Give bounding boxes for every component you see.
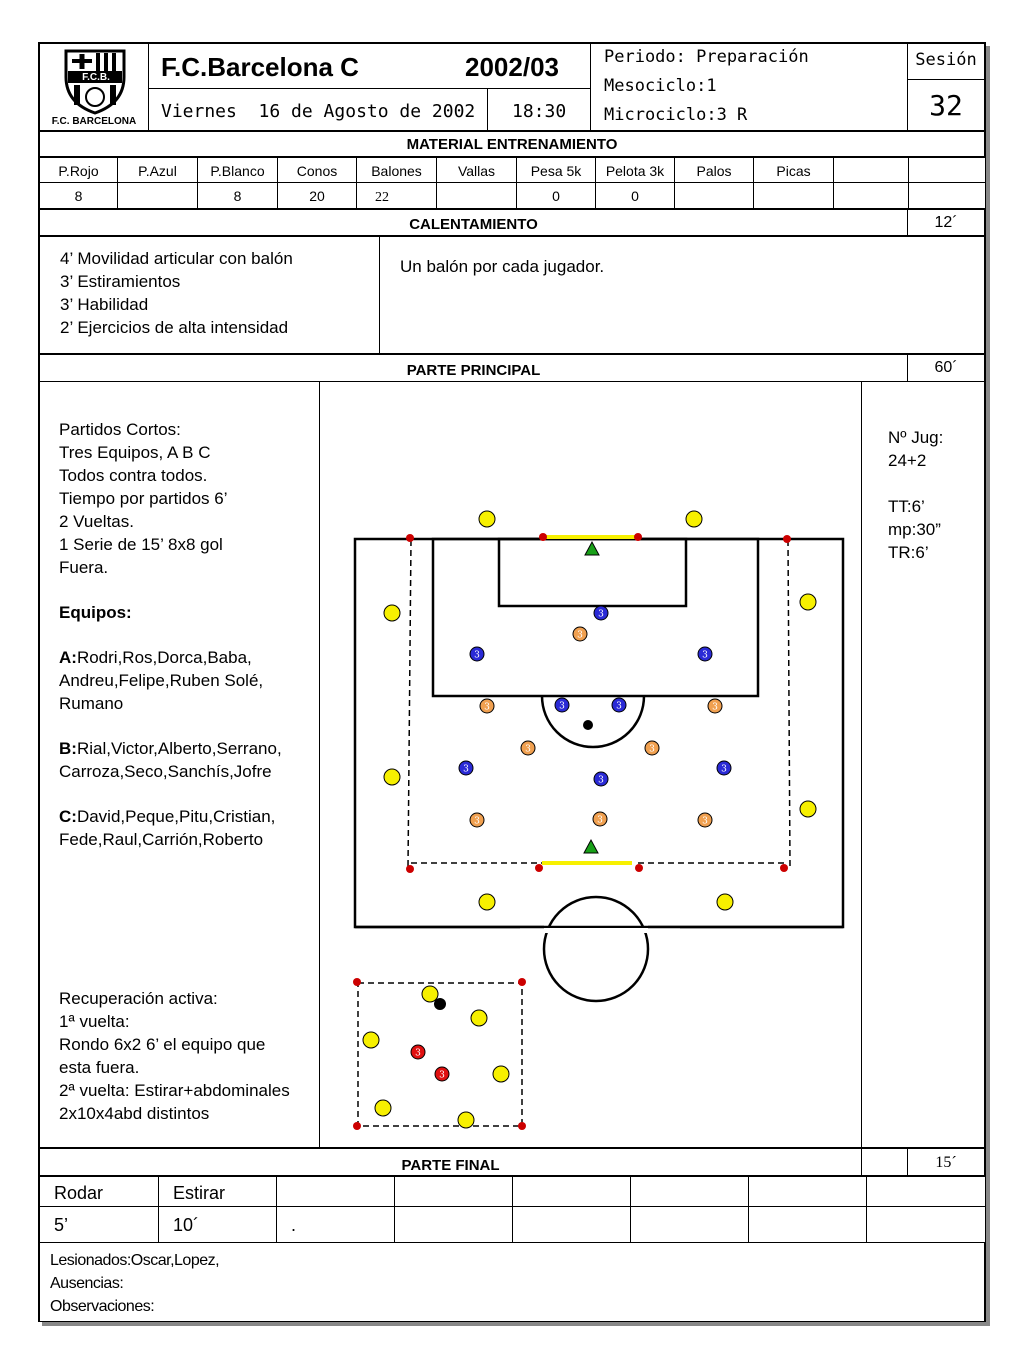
yellow-player-marker xyxy=(375,1100,391,1116)
sesion-number: 32 xyxy=(929,89,963,122)
final-row2-cell xyxy=(394,1206,513,1243)
cone-marker xyxy=(783,535,791,543)
calentamiento-item: 3’ Habilidad xyxy=(60,295,149,314)
team-a-line xyxy=(59,646,321,669)
final-row2-cell xyxy=(866,1206,986,1243)
microciclo: Microciclo:3 R xyxy=(604,105,748,125)
material-value-cell xyxy=(908,182,986,209)
final-row1-cell xyxy=(630,1176,749,1207)
goalkeeper-marker xyxy=(585,542,599,555)
boundary-dashes xyxy=(358,540,790,1126)
cone-marker xyxy=(635,864,643,872)
material-header: Pelota 3k xyxy=(605,163,665,179)
calentamiento-duration: 12´ xyxy=(934,214,958,231)
final-row2-cell xyxy=(39,1206,159,1243)
calentamiento-note-cell xyxy=(379,236,985,354)
material-value: 22 xyxy=(375,190,389,205)
material-value: 0 xyxy=(631,188,639,204)
material-value-cell xyxy=(516,182,596,209)
material-value-cell xyxy=(674,182,754,209)
principal-text-cell xyxy=(39,381,320,1148)
sesion-number-cell xyxy=(907,79,985,131)
club-name: F.C.Barcelona C xyxy=(161,52,359,82)
material-value-cell xyxy=(595,182,675,209)
cone-marker xyxy=(518,978,526,986)
season: 2002/03 xyxy=(465,52,559,82)
recuperacion-line: 2x10x4abd distintos xyxy=(59,1104,210,1123)
pitch-diagram-cell xyxy=(319,381,862,1148)
cone-marker xyxy=(535,864,543,872)
material-header-cell xyxy=(908,157,986,183)
session-date: Viernes 16 de Agosto de 2002 xyxy=(161,101,476,122)
red-player-marker-label: 3 xyxy=(415,1048,421,1059)
final-row2-cell xyxy=(630,1206,749,1243)
club-caption: F.C. BARCELONA xyxy=(51,116,137,127)
calentamiento-item: 3’ Estiramientos xyxy=(60,272,181,291)
calentamiento-item: 4’ Movilidad articular con balón xyxy=(60,249,293,268)
orange-player-marker-label: 3 xyxy=(525,744,531,755)
orange-player-marker-label: 3 xyxy=(597,815,603,826)
yellow-player-marker xyxy=(479,511,495,527)
principal-line: 2 Vueltas. xyxy=(59,512,134,531)
material-header: Pesa 5k xyxy=(530,163,582,179)
side-note: Nº Jug: xyxy=(888,428,944,447)
final-row2-value: 5’ xyxy=(54,1215,69,1235)
cone-marker xyxy=(634,533,642,541)
principal-line: Tres Equipos, A B C xyxy=(59,443,211,462)
calentamiento-title: CALENTAMIENTO xyxy=(39,209,908,236)
recuperacion-line: 2ª vuelta: Estirar+abdominales xyxy=(59,1081,290,1100)
yellow-player-marker xyxy=(422,986,438,1002)
material-value-cell xyxy=(833,182,909,209)
material-header-cell xyxy=(753,157,834,183)
cone-marker xyxy=(539,533,547,541)
club-logo-cell xyxy=(39,43,149,131)
sesion-label: Sesión xyxy=(915,50,977,70)
calentamiento-duration-cell xyxy=(907,209,985,236)
side-note: TT:6’ xyxy=(888,497,925,516)
goalkeeper-marker xyxy=(584,840,598,853)
principal-duration: 60´ xyxy=(934,359,958,376)
period-cell xyxy=(590,43,908,131)
blue-player-marker-label: 3 xyxy=(474,650,480,661)
footer-notes-cell xyxy=(39,1242,985,1322)
mesociclo: Mesociclo:1 xyxy=(604,76,717,96)
ball-icon xyxy=(434,998,446,1010)
white-mask-below-field xyxy=(520,928,680,933)
final-title: PARTE FINAL xyxy=(39,1148,862,1176)
calentamiento-list-cell xyxy=(39,236,380,354)
material-value: 0 xyxy=(552,188,560,204)
material-value-cell xyxy=(753,182,834,209)
club-title-cell xyxy=(148,43,591,89)
final-row2-value: 10´ xyxy=(173,1215,200,1235)
material-header-cell xyxy=(197,157,278,183)
blue-player-marker-label: 3 xyxy=(721,764,727,775)
final-row2-cell xyxy=(276,1206,395,1243)
material-value: 8 xyxy=(74,188,83,204)
team-a-players: Rumano xyxy=(59,694,124,713)
material-value-cell xyxy=(197,182,278,209)
material-header-cell xyxy=(356,157,437,183)
material-value-cell xyxy=(277,182,357,209)
side-note: TR:6’ xyxy=(888,543,929,562)
ausencias: Ausencias: xyxy=(50,1275,124,1292)
calentamiento-note: Un balón por cada jugador. xyxy=(400,257,605,276)
final-row1-cell xyxy=(276,1176,395,1207)
orange-player-marker-label: 3 xyxy=(577,630,583,641)
time-cell xyxy=(487,88,591,131)
team-a-label: A: xyxy=(59,648,77,667)
final-row1-cell xyxy=(866,1176,986,1207)
material-header-cell xyxy=(674,157,754,183)
yellow-player-marker xyxy=(493,1066,509,1082)
final-row1-cell xyxy=(158,1176,277,1207)
recuperacion-line: esta fuera. xyxy=(59,1058,140,1077)
blue-player-marker-label: 3 xyxy=(559,701,565,712)
team-b-players: Carroza,Seco,Sanchís,Jofre xyxy=(59,762,272,781)
team-c-line xyxy=(59,805,321,828)
principal-line: 1 Serie de 15’ 8x8 gol xyxy=(59,535,223,554)
yellow-player-marker xyxy=(384,605,400,621)
material-header-cell xyxy=(595,157,675,183)
material-value-cell xyxy=(356,182,437,209)
team-a-players: Rodri,Ros,Dorca,Baba, xyxy=(76,648,252,667)
observaciones: Observaciones: xyxy=(50,1298,155,1315)
final-row2-cell xyxy=(158,1206,277,1243)
center-circle xyxy=(544,897,648,1001)
crest-lettering: F.C.B. xyxy=(82,72,110,83)
material-header: P.Blanco xyxy=(210,163,265,179)
yellow-player-marker xyxy=(686,511,702,527)
yellow-player-marker xyxy=(458,1112,474,1128)
orange-player-marker-label: 3 xyxy=(712,702,718,713)
material-header: Balones xyxy=(371,163,422,179)
final-duration-cell xyxy=(907,1148,985,1176)
material-value-cell xyxy=(436,182,517,209)
side-note: 24+2 xyxy=(888,451,927,470)
final-duration: 15´ xyxy=(935,1154,957,1171)
final-row1-value: Estirar xyxy=(173,1183,226,1203)
material-header: P.Rojo xyxy=(58,163,99,179)
team-c-players: Fede,Raul,Carrión,Roberto xyxy=(59,830,264,849)
cone-marker xyxy=(518,1122,526,1130)
recuperacion-line: Recuperación activa: xyxy=(59,989,218,1008)
final-row2-cell xyxy=(748,1206,867,1243)
pitch-diagram xyxy=(320,382,861,1147)
red-player-marker-label: 3 xyxy=(439,1070,445,1081)
yellow-player-marker xyxy=(471,1010,487,1026)
material-value-cell xyxy=(39,182,118,209)
cone-marker xyxy=(353,978,361,986)
blue-player-marker-label: 3 xyxy=(598,775,604,786)
material-header: Conos xyxy=(296,163,338,179)
material-header-cell xyxy=(833,157,909,183)
periodo: Periodo: Preparación xyxy=(604,47,809,67)
principal-line: Fuera. xyxy=(59,558,109,577)
recuperacion-line: 1ª vuelta: xyxy=(59,1012,130,1031)
side-note: mp:30” xyxy=(888,520,941,539)
principal-line: Tiempo por partidos 6’ xyxy=(59,489,228,508)
date-cell xyxy=(148,88,488,131)
blue-player-marker-label: 3 xyxy=(598,609,604,620)
orange-player-marker-label: 3 xyxy=(474,816,480,827)
yellow-player-marker xyxy=(479,894,495,910)
final-row1-cell xyxy=(394,1176,513,1207)
material-header: P.Azul xyxy=(138,163,177,179)
team-b-label: B: xyxy=(59,739,77,758)
yellow-player-marker xyxy=(363,1032,379,1048)
cone-marker xyxy=(353,1122,361,1130)
cone-marker xyxy=(406,534,414,542)
yellow-player-marker xyxy=(717,894,733,910)
final-row1-cell xyxy=(512,1176,631,1207)
team-b-line xyxy=(59,737,321,760)
material-value-cell xyxy=(117,182,198,209)
material-value: 20 xyxy=(309,188,325,204)
material-header-cell xyxy=(436,157,517,183)
cone-marker xyxy=(406,865,414,873)
material-title: MATERIAL ENTRENAMIENTO xyxy=(39,131,985,157)
principal-line: Partidos Cortos: xyxy=(59,420,181,439)
blue-player-marker-label: 3 xyxy=(463,764,469,775)
yellow-player-marker xyxy=(800,801,816,817)
material-header-cell xyxy=(39,157,118,183)
final-row1-value: Rodar xyxy=(54,1183,104,1203)
final-row1-cell xyxy=(748,1176,867,1207)
blue-player-marker-label: 3 xyxy=(616,701,622,712)
material-header: Picas xyxy=(776,163,811,179)
yellow-player-marker xyxy=(384,769,400,785)
equipos-label: Equipos: xyxy=(59,603,132,622)
penalty-spot xyxy=(583,720,593,730)
material-header: Vallas xyxy=(457,163,496,179)
final-row2-value: . xyxy=(291,1215,297,1235)
yellow-player-marker xyxy=(800,594,816,610)
team-a-players: Andreu,Felipe,Ruben Solé, xyxy=(59,671,264,690)
team-c-label: C: xyxy=(59,807,77,826)
sesion-label-cell xyxy=(907,43,985,80)
material-header-cell xyxy=(516,157,596,183)
final-row1-cell xyxy=(39,1176,159,1207)
cone-marker xyxy=(780,864,788,872)
principal-title: PARTE PRINCIPAL xyxy=(39,354,908,382)
principal-side-cell xyxy=(861,381,985,1148)
team-b-players: Rial,Victor,Alberto,Serrano, xyxy=(76,739,282,758)
material-header-cell xyxy=(117,157,198,183)
orange-player-marker-label: 3 xyxy=(484,702,490,713)
final-row2-cell xyxy=(512,1206,631,1243)
field-outline xyxy=(355,539,843,927)
material-value: 8 xyxy=(233,188,242,204)
lesionados: Lesionados:Oscar,Lopez, xyxy=(50,1252,220,1269)
final-blank-cell xyxy=(861,1148,908,1176)
material-header-cell xyxy=(277,157,357,183)
principal-line: Todos contra todos. xyxy=(59,466,208,485)
recuperacion-line: Rondo 6x2 6’ el equipo que xyxy=(59,1035,266,1054)
session-time: 18:30 xyxy=(512,101,567,122)
orange-player-marker-label: 3 xyxy=(649,744,655,755)
blue-player-marker-label: 3 xyxy=(702,650,708,661)
orange-player-marker-label: 3 xyxy=(702,816,708,827)
team-c-players: David,Peque,Pitu,Cristian, xyxy=(76,807,276,826)
principal-duration-cell xyxy=(907,354,985,382)
material-header: Palos xyxy=(696,163,732,179)
calentamiento-item: 2’ Ejercicios de alta intensidad xyxy=(60,318,289,337)
